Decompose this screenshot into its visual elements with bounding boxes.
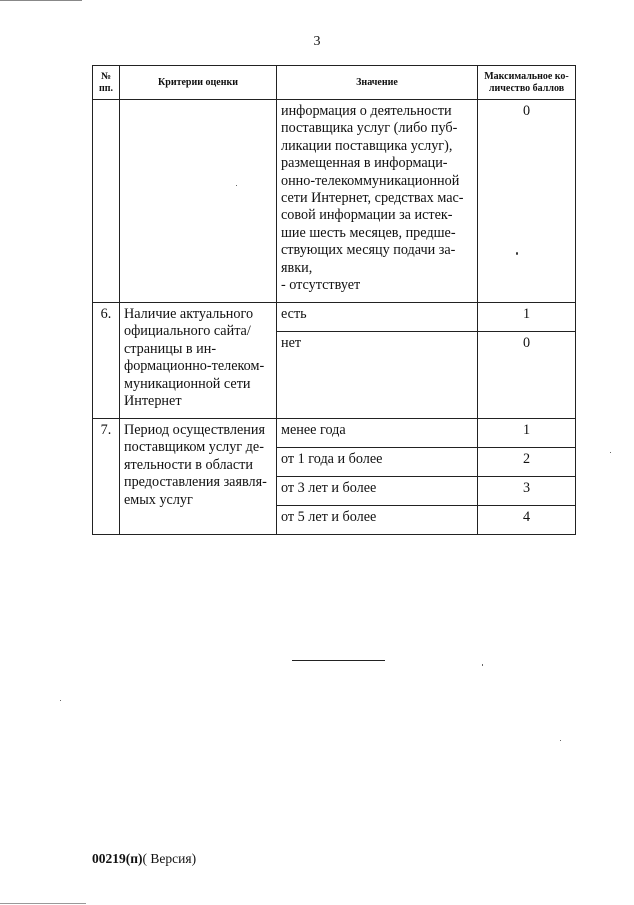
header-num: № пп. xyxy=(93,66,120,100)
scan-speck xyxy=(482,664,483,666)
row-option-value: от 5 лет и более xyxy=(277,506,478,535)
row-option-score: 1 xyxy=(478,303,576,332)
criteria-table xyxy=(92,65,576,535)
row-criterion: Период осуществления поставщиком услуг де-ятельности в области предоставления заявля-емых услуг xyxy=(120,419,277,535)
header-value: Значение xyxy=(277,66,478,100)
table-row-continued xyxy=(93,100,576,303)
table-header-row xyxy=(93,66,576,100)
row-option-value: от 1 года и более xyxy=(277,448,478,477)
document-code-bold: 00219(п) xyxy=(92,851,143,866)
row-option-value: менее года xyxy=(277,419,478,448)
row-option-value: есть xyxy=(277,303,478,332)
scan-speck xyxy=(610,452,611,453)
end-separator-line xyxy=(292,660,385,661)
scan-speck xyxy=(60,700,61,701)
row-option-value: нет xyxy=(277,332,478,419)
table-row xyxy=(93,303,576,332)
row-num: 7. xyxy=(93,419,120,535)
continued-value-text: информация о деятельности поставщика услуг (либо пуб-ликации поставщика услуг), размещенная в информаци-онно-телекоммуникационной сети Интернет, средствах мас-совой информации за истек-шие шесть месяцев, предше-ствующих месяцу подачи за-явки, - отсутствует xyxy=(281,103,464,294)
row-option-score: 2 xyxy=(478,448,576,477)
row-score: 0 xyxy=(478,100,576,303)
row-num: 6. xyxy=(93,303,120,419)
document-code-version: ( Версия) xyxy=(142,851,197,866)
row-option-value: от 3 лет и более xyxy=(277,477,478,506)
scan-speck xyxy=(560,740,561,741)
scan-edge-line xyxy=(0,0,82,1)
row-criterion: Наличие актуального официального сайта/страницы в ин-формационно-телеком-муникационной сети Интернет xyxy=(120,303,277,419)
row-criterion-empty xyxy=(120,100,277,303)
header-criterion: Критерии оценки xyxy=(120,66,277,100)
scan-speck xyxy=(516,252,518,255)
scan-speck xyxy=(236,185,237,186)
row-option-score: 3 xyxy=(478,477,576,506)
row-option-score: 0 xyxy=(478,332,576,419)
header-max-score: Максимальное ко-личество баллов xyxy=(478,66,576,100)
table-row xyxy=(93,419,576,448)
page-number: 3 xyxy=(313,34,321,49)
row-value xyxy=(277,100,478,303)
row-option-score: 1 xyxy=(478,419,576,448)
scan-edge-line-bottom xyxy=(0,903,86,904)
row-option-score: 4 xyxy=(478,506,576,535)
row-num-empty xyxy=(93,100,120,303)
document-code xyxy=(92,851,196,867)
